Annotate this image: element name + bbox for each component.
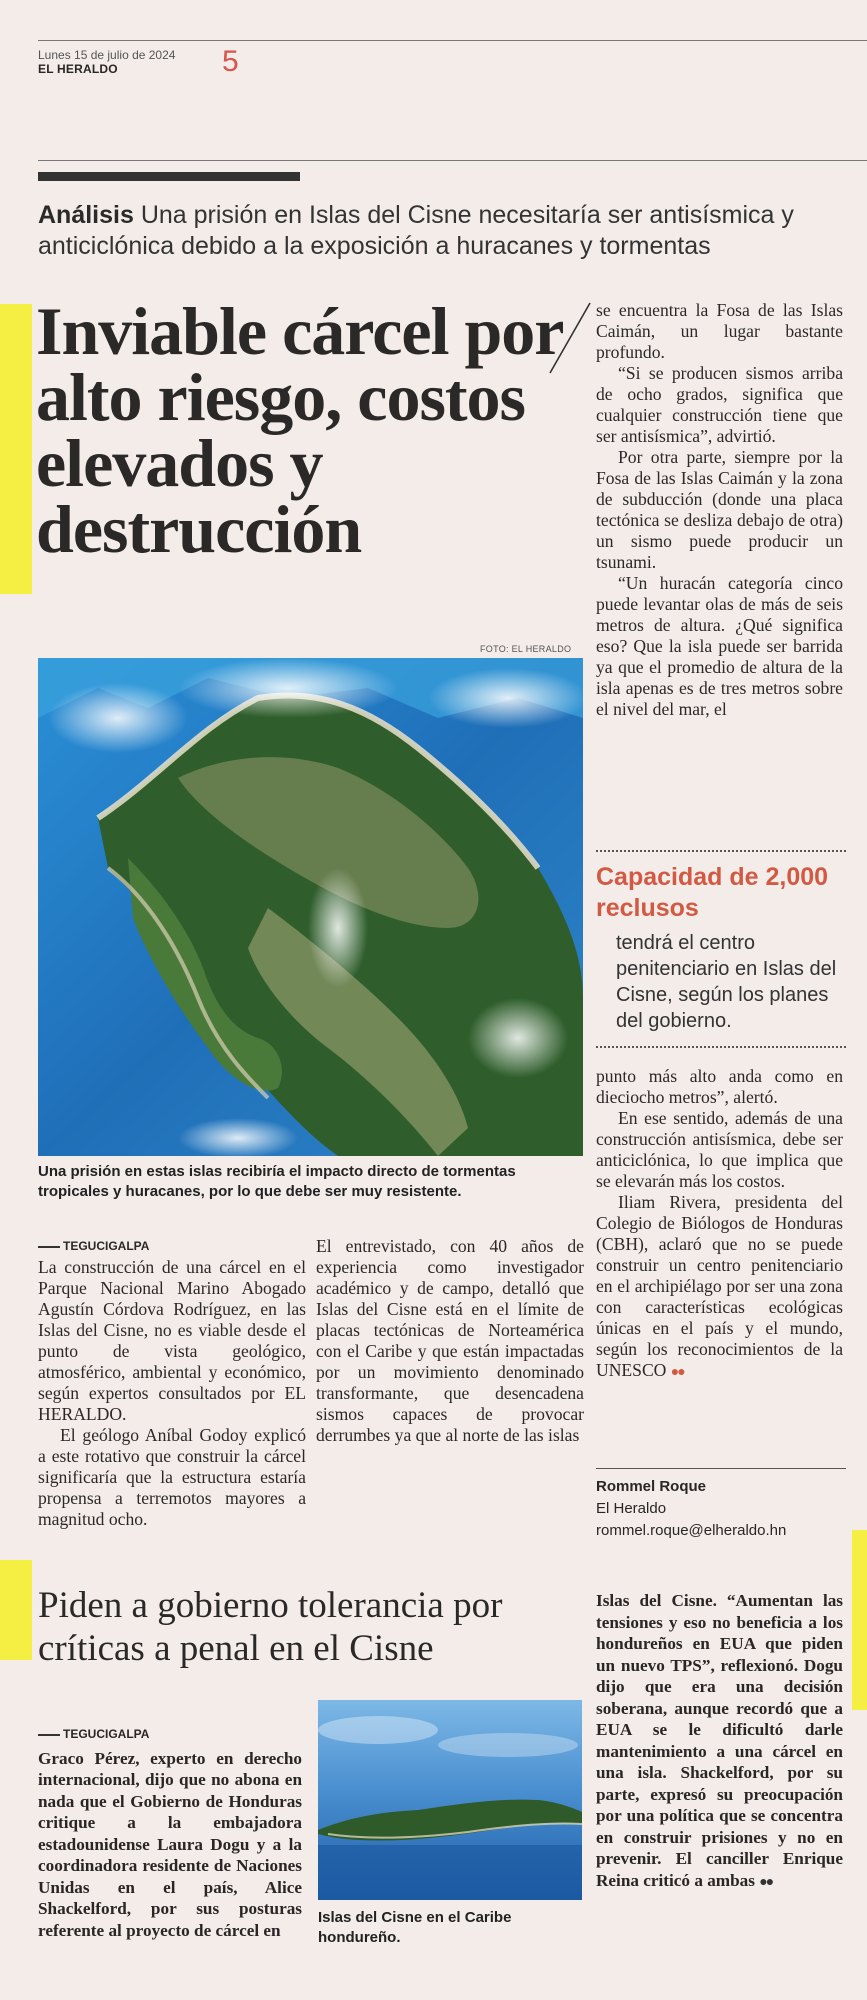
- paragraph: En ese sentido, además de una construcción antisísmica, debe ser anticiclónica, lo que implica que se elevarán más los costos.: [596, 1108, 843, 1191]
- pull-quote-divider: [596, 1046, 846, 1048]
- photo-credit: FOTO: EL HERALDO: [480, 644, 572, 654]
- paragraph: Por otra parte, siempre por la Fosa de las Islas Caimán y la zona de subducción (donde una placa tectónica se desliza debajo de otra) un sismo puede producir un tsunami.: [596, 447, 843, 572]
- paragraph: El geólogo Aníbal Godoy explicó a este rotativo que construir la cárcel significaría que la estructura estaría propensa a terremotos mayores a magnitud ocho.: [38, 1425, 306, 1529]
- pull-quote-body: tendrá el centro penitenciario en Islas del Cisne, según los planes del gobierno.: [616, 932, 837, 1032]
- kicker-label: Análisis: [38, 201, 134, 229]
- end-mark-icon: ●●: [759, 1874, 773, 1890]
- kicker-text: Una prisión en Islas del Cisne necesitaría ser antisísmica y anticiclónica debido a la exposición a huracanes y tormentas: [38, 201, 794, 260]
- pen-mark: [545, 298, 595, 378]
- paragraph: “Un huracán categoría cinco puede levantar olas de más de seis metros de altura. ¿Qué significa eso? Que la isla puede ser barrida ya que el promedio de altura de la isla apenas es de tres metros sobre el nivel del mar, el: [596, 573, 843, 719]
- end-mark-icon: ●●: [670, 1365, 684, 1380]
- highlighter-mark: [852, 1530, 867, 1710]
- paragraph: punto más alto anda como en dieciocho metros”, alertó.: [596, 1066, 843, 1107]
- article2-column-1: [38, 1724, 302, 1941]
- issue-date: Lunes 15 de julio de 2024: [38, 48, 176, 62]
- highlighter-mark: [0, 304, 32, 594]
- author-name: Rommel Roque: [596, 1478, 707, 1495]
- article-column-3-continued: [596, 1066, 843, 1383]
- pull-quote-divider: [596, 850, 846, 852]
- paragraph-text: Iliam Rivera, presidenta del Colegio de Biólogos de Honduras (CBH), aclaró que no se puede construir un centro penitenciario en el archipiélago por ser una zona con características ecológicas únicas en el país y el mundo, según los reconocimientos de la UNESCO: [596, 1192, 843, 1380]
- paragraph: [596, 1590, 843, 1893]
- article2-column-2: [596, 1590, 843, 1893]
- kicker-bar: [38, 172, 300, 181]
- header-rule: [38, 40, 867, 41]
- paragraph: [596, 1192, 843, 1383]
- author-paper: El Heraldo: [596, 1500, 667, 1517]
- article2-headline: Piden a gobierno tolerancia por críticas a penal en el Cisne: [38, 1585, 503, 1669]
- headline: Inviable cárcel por alto riesgo, costos elevados y destrucción: [36, 293, 563, 567]
- island-photo-caption: Islas del Cisne en el Caribe hondureño.: [318, 1909, 512, 1946]
- aerial-island-photo: [38, 658, 583, 1156]
- dateline: TEGUCIGALPA: [38, 1724, 302, 1746]
- dateline: TEGUCIGALPA: [38, 1236, 306, 1257]
- island-photo: [318, 1700, 582, 1900]
- kicker: [38, 200, 828, 262]
- byline-rule: [596, 1468, 846, 1469]
- article-column-1: [38, 1236, 306, 1530]
- highlighter-mark: [0, 1560, 32, 1660]
- pull-quote-title: Capacidad de 2,000 reclusos: [596, 863, 829, 922]
- photo-caption: Una prisión en estas islas recibiría el impacto directo de tormentas tropicales y huracanes, por lo que debe ser muy resistente.: [38, 1163, 516, 1200]
- paragraph: “Si se producen sismos arriba de ocho grados, significa que cualquier construcción tiene que ser antisísmica”, advirtió.: [596, 363, 843, 446]
- section-rule: [38, 160, 867, 161]
- paragraph: se encuentra la Fosa de las Islas Caimán, un lugar bastante profundo.: [596, 300, 843, 362]
- article-column-3: [596, 300, 843, 720]
- paragraph: El entrevistado, con 40 años de experiencia como investigador académico y de campo, detalló que Islas del Cisne está en el límite de placas tectónicas de Norteamérica con el Caribe y que están impactadas por un movimiento denominado transformante, que desencadena sismos capaces de provocar derrumbes ya que al norte de las islas: [316, 1236, 584, 1445]
- paragraph-text: Islas del Cisne. “Aumentan las tensiones y eso no beneficia a los hondureños en EUA que piden un nuevo TPS”, reflexionó. Dogu dijo que era una decisión soberana, aunque recordó que a EUA se le dificultó darle mantenimiento a una cárcel en una isla. Shackelford, por su parte, expresó su preocupación por una política que se concentra en construir prisiones y no en prevenir. El canciller Enrique Reina criticó a ambas: [596, 1591, 843, 1890]
- author-email[interactable]: rommel.roque@elheraldo.hn: [596, 1522, 787, 1539]
- paragraph: La construcción de una cárcel en el Parque Nacional Marino Abogado Agustín Córdova Rodríguez, en las Islas del Cisne, no es viable desde el punto de vista geológico, atmosférico, ambiental y económico, según expertos consultados por EL HERALDO.: [38, 1257, 306, 1424]
- page-number: 5: [222, 45, 239, 78]
- paragraph: Graco Pérez, experto en derecho internacional, dijo que no abona en nada que el Gobierno de Honduras critique a la embajadora estadounidense Laura Dogu y a la coordinadora residente de Naciones Unidas en el país, Alice Shackelford, por sus posturas referente al proyecto de cárcel en: [38, 1748, 302, 1940]
- article-column-2: [316, 1236, 584, 1446]
- newspaper-name: EL HERALDO: [38, 62, 118, 76]
